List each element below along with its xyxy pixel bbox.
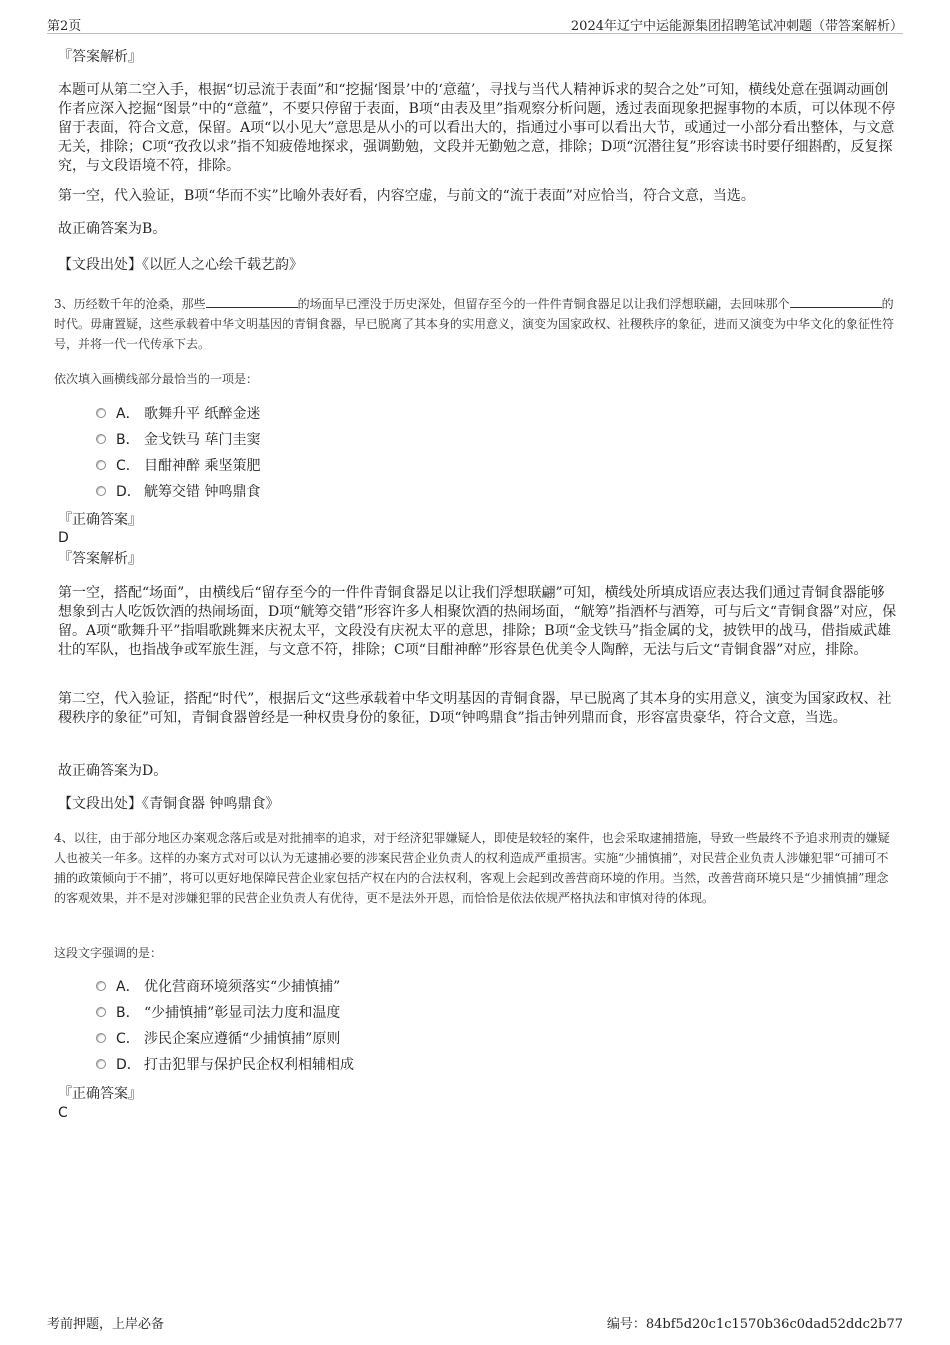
q3-blank-1 bbox=[206, 295, 298, 308]
q2-conclusion: 故正确答案为B。 bbox=[58, 221, 167, 237]
option-key: A． bbox=[116, 406, 140, 422]
option-key: D． bbox=[116, 1057, 141, 1073]
option-key: D． bbox=[116, 484, 141, 500]
document-title: 2024年辽宁中运能源集团招聘笔试冲刺题（带答案解析） bbox=[570, 19, 903, 34]
radio-icon[interactable] bbox=[96, 408, 106, 418]
q3-option-a[interactable] bbox=[96, 400, 260, 426]
option-key: C． bbox=[116, 458, 140, 474]
q3-answer-label: 『正确答案』 bbox=[58, 512, 142, 528]
option-text: 打击犯罪与保护民企权利相辅相成 bbox=[144, 1057, 354, 1073]
option-key: A． bbox=[116, 979, 140, 995]
q2-analysis-paragraph-1: 本题可从第二空入手，根据“切忌流于表面”和“挖掘‘图景’中的‘意蕴’，寻找与当代人精神诉求的契合之处”可知，横线处意在强调动画创作者应深入挖掘“图景”中的“意蕴”，不要只停留于表面，B项“由表及里”指观察分析问题，透过表面现象把握事物的本质，可以体现不停留于表面，符合文意，保留。A项“以小见大”意思是从小的可以看出大的，指通过小事可以看出大节，或通过一小部分看出整体，与文意无关，排除；C项“孜孜以求”指不知疲倦地探求，强调勤勉，文段并无勤勉之意，排除；D项“沉潜往复”形容读书时要仔细斟酌，反复探究，与文段语境不符，排除。 bbox=[58, 82, 896, 174]
option-text: 觥筹交错 钟鸣鼎食 bbox=[144, 484, 261, 500]
q3-analysis-paragraph-2: 第二空，代入验证，搭配“时代”，根据后文“这些承载着中华文明基因的青铜食器，早已脱离了其本身的实用意义，演变为国家政权、社稷秩序的象征”可知，青铜食器曾经是一种权贵身份的象征，D项“钟鸣鼎食”指击钟列鼎而食，形容富贵豪华，符合文意，当选。 bbox=[58, 691, 892, 726]
option-text: 歌舞升平 纸醉金迷 bbox=[144, 406, 261, 422]
option-key: C． bbox=[116, 1031, 140, 1047]
q4-options bbox=[96, 973, 354, 1077]
option-key: B． bbox=[116, 1005, 140, 1021]
q4-option-d[interactable] bbox=[96, 1051, 354, 1077]
option-text: 优化营商环境须落实“少捕慎捕” bbox=[144, 979, 341, 995]
page-number: 第2页 bbox=[47, 19, 82, 34]
q3-blank-2 bbox=[790, 295, 882, 308]
q3-conclusion: 故正确答案为D。 bbox=[58, 763, 168, 779]
radio-icon[interactable] bbox=[96, 1033, 106, 1043]
q3-answer: D bbox=[58, 530, 69, 546]
radio-icon[interactable] bbox=[96, 460, 106, 470]
radio-icon[interactable] bbox=[96, 1059, 106, 1069]
footer-slogan: 考前押题，上岸必备 bbox=[47, 1317, 165, 1332]
q3-stem bbox=[54, 294, 900, 354]
radio-icon[interactable] bbox=[96, 981, 106, 991]
q3-option-b[interactable] bbox=[96, 426, 260, 452]
q4-answer-label: 『正确答案』 bbox=[58, 1086, 142, 1102]
q4-option-b[interactable] bbox=[96, 999, 354, 1025]
q4-option-c[interactable] bbox=[96, 1025, 354, 1051]
q3-analysis-label: 『答案解析』 bbox=[58, 551, 142, 567]
q4-option-a[interactable] bbox=[96, 973, 354, 999]
q3-stem-part-2: 的场面早已湮没于历史深处，但留存至今的一件件青铜食器足以让我们浮想联翩，去回味那个 bbox=[297, 297, 790, 311]
q2-analysis-label: 『答案解析』 bbox=[58, 49, 142, 65]
option-text: 金戈铁马 荜门圭窦 bbox=[144, 432, 261, 448]
q3-analysis-paragraph-1: 第一空，搭配“场面”，由横线后“留存至今的一件件青铜食器足以让我们浮想联翩”可知，横线处所填成语应表达我们通过青铜食器能够想象到古人吃饭饮酒的热闹场面，D项“觥筹交错”形容许多人相聚饮酒的热闹场面，“觥筹”指酒杯与酒筹，可与后文“青铜食器”对应，保留。A项“歌舞升平”指唱歌跳舞来庆祝太平，文段没有庆祝太平的意思，排除；B项“金戈铁马”指金属的戈，披铁甲的战马，借指威武雄壮的军队，也指战争或军旅生涯，与文意不符，排除；C项“目酣神醉”形容景色优美令人陶醉，无法与后文“青铜食器”对应，排除。 bbox=[58, 585, 897, 658]
q3-source: 【文段出处】《青铜食器 钟鸣鼎食》 bbox=[58, 796, 280, 812]
q3-prompt: 依次填入画横线部分最恰当的一项是： bbox=[54, 372, 259, 386]
q4-prompt: 这段文字强调的是： bbox=[54, 946, 163, 960]
q2-analysis-paragraph-2: 第一空，代入验证，B项“华而不实”比喻外表好看，内容空虚，与前文的“流于表面”对应恰当，符合文意，当选。 bbox=[58, 188, 755, 204]
q2-source: 【文段出处】《以匠人之心绘千载艺韵》 bbox=[58, 257, 303, 273]
option-key: B． bbox=[116, 432, 140, 448]
q3-stem-part-1: 3、历经数千年的沧桑，那些 bbox=[54, 297, 206, 311]
option-text: 目酣神醉 乘坚策肥 bbox=[144, 458, 261, 474]
q3-options bbox=[96, 400, 260, 504]
q3-option-c[interactable] bbox=[96, 452, 260, 478]
footer-serial: 编号：84bf5d20c1c1570b36c0dad52ddc2b77 bbox=[606, 1317, 903, 1332]
q3-option-d[interactable] bbox=[96, 478, 260, 504]
page-header bbox=[0, 0, 950, 34]
radio-icon[interactable] bbox=[96, 486, 106, 496]
radio-icon[interactable] bbox=[96, 1007, 106, 1017]
q3-stem-part-3: 的时代。毋庸置疑，这些承载着中华文明基因的青铜食器，早已脱离了其本身的实用意义，演变为国家政权、社稷秩序的象征，进而又演变为中华文化的象征性符号，并将一代一代传承下去。 bbox=[54, 297, 895, 351]
q4-stem: 4、以往，由于部分地区办案观念落后或是对批捕率的追求，对于经济犯罪嫌疑人，即使是较轻的案件，也会采取逮捕措施，导致一些最终不予追求刑责的嫌疑人也被关一年多。这样的办案方式对可以认为无逮捕必要的涉案民营企业负责人的权利造成严重损害。实施“少捕慎捕”，对民营企业负责人涉嫌犯罪“可捕可不捕的政策倾向于不捕”，将可以更好地保障民营企业家包括产权在内的合法权利，客观上会起到改善营商环境的作用。当然，改善营商环境只是“少捕慎捕”理念的客观效果，并不是对涉嫌犯罪的民营企业负责人有优待，更不是法外开恩，而恰恰是依法依规严格执法和审慎对待的体现。 bbox=[54, 831, 890, 905]
header-divider bbox=[47, 33, 903, 34]
option-text: 涉民企案应遵循“少捕慎捕”原则 bbox=[144, 1031, 341, 1047]
radio-icon[interactable] bbox=[96, 434, 106, 444]
option-text: “少捕慎捕”彰显司法力度和温度 bbox=[144, 1005, 341, 1021]
q4-answer: C bbox=[58, 1105, 68, 1121]
